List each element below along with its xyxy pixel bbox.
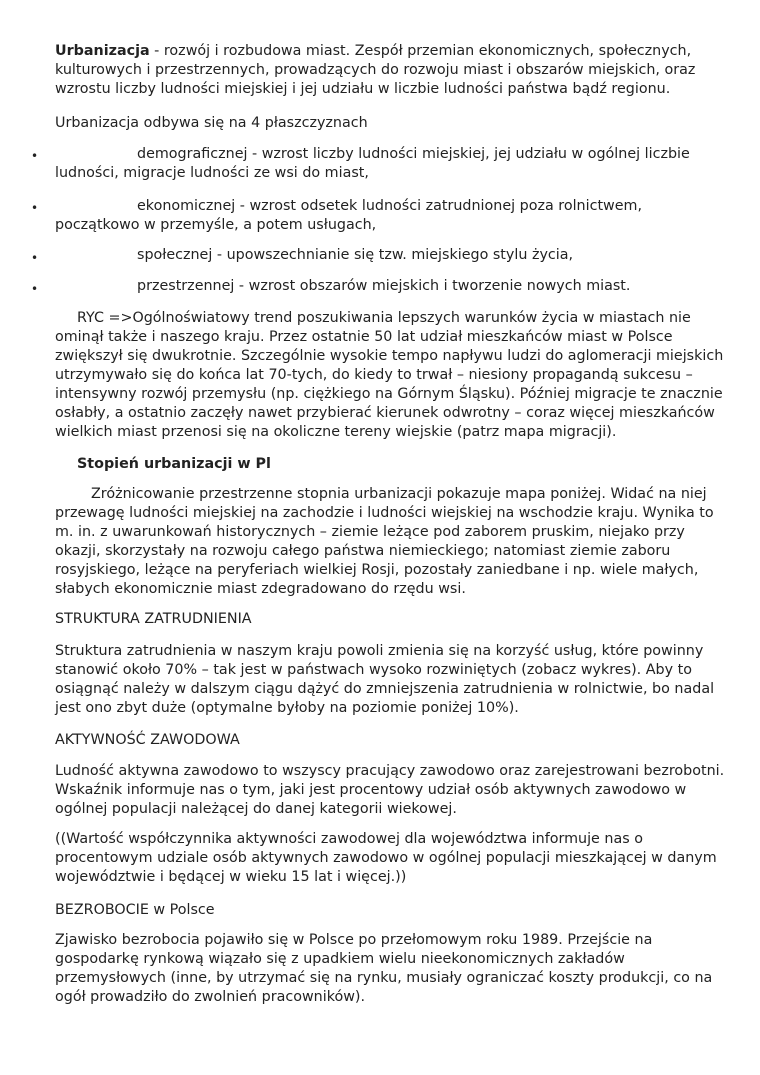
planes-intro: Urbanizacja odbywa się na 4 płaszczyznach bbox=[55, 115, 368, 131]
bullet-text: przestrzennej - wzrost obszarów miejskich i tworzenie nowych miast. bbox=[137, 278, 631, 294]
intro-term: Urbanizacja bbox=[55, 43, 150, 59]
intro-definition: - rozwój i rozbudowa miast. Zespół przemian ekonomicznych, społecznych, kulturowych i przestrzennych, prowadzących do rozwoju miast i obszarów miejskich, oraz wzrostu liczby ludności miejskiej i jej udziału w liczbie ludności państwa bądź regionu. bbox=[55, 43, 696, 97]
intro-paragraph bbox=[55, 42, 725, 99]
activity-text: Ludność aktywna zawodowo to wszyscy pracujący zawodowo oraz zarejestrowani bezrobotni. Wskaźnik informuje nas o tym, jaki jest procentowy udział osób aktywnych zawodowo w ogólnej populacji należącej do danej kategorii wiekowej. bbox=[55, 763, 725, 817]
bullet-marker: • bbox=[31, 149, 39, 163]
urbanization-degree-text: Zróżnicowanie przestrzenne stopnia urbanizacji pokazuje mapa poniżej. Widać na niej przewagę ludności miejskiej na zachodzie i ludności wiejskiej na wschodzie kraju. Wynika to m. in. z uwarunkowań historycznych – ziemie leżące pod zaborem pruskim, niejako przy okazji, skorzystały na rozwoju całego państwa niemieckiego; natomiast ziemie zaboru rosyjskiego, leżące na peryferiach wielkiej Rosji, pozostały zaniedbane i np. wiele małych, słabych ekonomicznie miast zdegradowano do rzędu wsi. bbox=[55, 486, 714, 597]
bullet-text: społecznej - upowszechnianie się tzw. miejskiego stylu życia, bbox=[137, 247, 574, 263]
bullet-marker: • bbox=[31, 201, 39, 215]
bullet-item-spatial bbox=[55, 277, 725, 296]
bullet-marker: • bbox=[31, 282, 39, 296]
bullet-item-economic bbox=[55, 197, 725, 235]
activity-note: ((Wartość współczynnika aktywności zawodowej dla województwa informuje nas o procentowym udziale osób aktywnych zawodowo w ogólnej populacji mieszkającej w danym województwie i będącej w wieku 15 lat i więcej.)) bbox=[55, 831, 717, 885]
bullet-item-social bbox=[55, 246, 725, 265]
bullet-text: ekonomicznej - wzrost odsetek ludności zatrudnionej poza rolnictwem, początkowo w przemyśle, a potem usługach, bbox=[55, 198, 643, 233]
unemployment-text: Zjawisko bezrobocia pojawiło się w Polsce po przełomowym roku 1989. Przejście na gospodarkę rynkową wiązało się z upadkiem wielu nieekonomicznych zakładów przemysłowych (inne, by utrzymać się na rynku, musiały ograniczać koszty produkcji, co na ogół prowadziło do zwolnień pracowników). bbox=[55, 932, 713, 1005]
bullet-item-demographic bbox=[55, 145, 725, 183]
urbanization-degree-heading: Stopień urbanizacji w Pl bbox=[77, 456, 271, 472]
ryc-paragraph: RYC =>Ogólnoświatowy trend poszukiwania lepszych warunków życia w miastach nie ominął także i naszego kraju. Przez ostatnie 50 lat udział mieszkańców miast w Polsce zwiększył się dwukrotnie. Szczególnie wysokie tempo napływu ludzi do aglomeracji miejskich utrzymywało się do końca lat 70-tych, do kiedy to trwał – niesiony propagandą sukcesu – intensywny rozwój przemysłu (np. ciężkiego na Górnym Śląsku). Później migracje te znacznie osłabły, a ostatnio zaczęły nawet przybierać kierunek odwrotny – coraz więcej mieszkańców wielkich miast przenosi się na okoliczne tereny wiejskie (patrz mapa migracji). bbox=[55, 310, 724, 440]
employment-heading: STRUKTURA ZATRUDNIENIA bbox=[55, 611, 252, 627]
activity-heading: AKTYWNOŚĆ ZAWODOWA bbox=[55, 732, 240, 748]
bullet-marker: • bbox=[31, 251, 39, 265]
employment-text: Struktura zatrudnienia w naszym kraju powoli zmienia się na korzyść usług, które powinny stanowić około 70% – tak jest w państwach wysoko rozwiniętych (zobacz wykres). Aby to osiągnąć należy w dalszym ciągu dążyć do zmniejszenia zatrudnienia w rolnictwie, bo nadal jest ono zbyt duże (optymalne byłoby na poziomie poniżej 10%). bbox=[55, 643, 715, 716]
unemployment-heading: BEZROBOCIE w Polsce bbox=[55, 902, 215, 918]
bullet-text: demograficznej - wzrost liczby ludności miejskiej, jej udziału w ogólnej liczbie ludności, migracje ludności ze wsi do miast, bbox=[55, 146, 690, 181]
